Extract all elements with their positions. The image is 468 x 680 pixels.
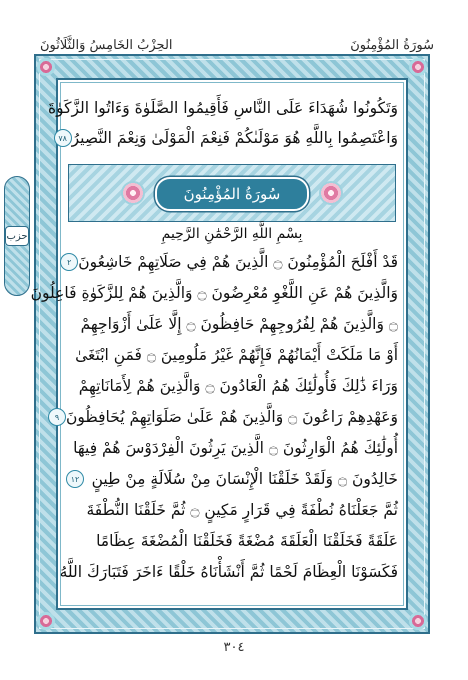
surah-title: سُورَةُ المُؤْمِنُونَ — [155, 177, 309, 211]
line-text: ثُمَّ جَعَلْنَاهُ نُطْفَةً فِي قَرَارٍ مَكِينٍ ۝ ثُمَّ خَلَقْنَا النُّطْفَةَ — [86, 501, 398, 519]
text-line — [30, 281, 398, 305]
hizb-marker-label: حزب — [5, 226, 29, 246]
text-line — [66, 312, 398, 336]
line-text: وَاعْتَصِمُوا بِاللَّهِ هُوَ مَوْلَىٰكُمْ فَنِعْمَ الْمَوْلَىٰ وَنِعْمَ النَّصِيرُ — [71, 129, 398, 147]
line-text: وَتَكُونُوا شُهَدَاءَ عَلَى النَّاسِ فَأَقِيمُوا الصَّلَوٰةَ وَءَاتُوا الزَّكَوٰةَ — [47, 99, 398, 117]
ayah-number-marker: ٢ — [60, 253, 78, 271]
corner-rosette-icon — [37, 58, 55, 76]
line-text: خَالِدُونَ ۝ وَلَقَدْ خَلَقْنَا الْإِنْسَانَ مِنْ سُلَالَةٍ مِنْ طِينٍ — [91, 470, 398, 488]
text-panel — [30, 78, 408, 610]
text-line — [59, 560, 398, 584]
text-line — [66, 250, 398, 274]
text-line — [58, 126, 398, 150]
line-text: فَكَسَوْنَا الْعِظَامَ لَحْمًا ثُمَّ أَنْشَأْنَاهُ خَلْقًا ءَاخَرَ فَتَبَارَكَ اللَّهُ — [59, 563, 398, 581]
corner-rosette-icon — [409, 612, 427, 630]
corner-rosette-icon — [409, 58, 427, 76]
rose-ornament-icon — [121, 181, 145, 205]
page-frame — [30, 54, 430, 634]
line-text: أُولَٰئِكَ هُمُ الْوَارِثُونَ ۝ الَّذِينَ يَرِثُونَ الْفِرْدَوْسَ هُمْ فِيهَا — [73, 439, 398, 457]
text-line — [66, 467, 398, 491]
hizb-marker — [4, 176, 30, 296]
line-text: أَوْ مَا مَلَكَتْ أَيْمَانُهُمْ فَإِنَّهُمْ غَيْرُ مَلُومِينَ ۝ فَمَنِ ابْتَغَىٰ — [75, 346, 398, 364]
line-text: وَرَاءَ ذَٰلِكَ فَأُولَٰئِكَ هُمُ الْعَادُونَ ۝ وَالَّذِينَ هُمْ لِأَمَانَاتِهِمْ — [78, 377, 398, 395]
ayah-number-marker: ٩ — [48, 408, 66, 426]
page-number: ٣٠٤ — [223, 640, 245, 655]
corner-rosette-icon — [37, 612, 55, 630]
line-text: وَعَهْدِهِمْ رَاعُونَ ۝ وَالَّذِينَ هُمْ عَلَىٰ صَلَوَاتِهِمْ يُحَافِظُونَ — [65, 408, 398, 426]
text-line — [66, 343, 398, 367]
text-line — [66, 374, 398, 398]
line-text: وَالَّذِينَ هُمْ عَنِ اللَّغْوِ مُعْرِضُونَ ۝ وَالَّذِينَ هُمْ لِلزَّكَوٰةِ فَاعِلُونَ — [30, 284, 398, 302]
surah-name-header: سُورَةُ المُؤْمِنُونَ — [350, 38, 434, 53]
rose-ornament-icon — [319, 181, 343, 205]
text-line — [66, 529, 398, 553]
ayah-number-marker: ٧٨ — [54, 129, 72, 147]
line-text: عَلَقَةً فَخَلَقْنَا الْعَلَقَةَ مُضْغَةً فَخَلَقْنَا الْمُضْغَةَ عِظَامًا — [96, 532, 398, 550]
surah-title-band — [68, 164, 396, 222]
line-text: ۝ وَالَّذِينَ هُمْ لِفُرُوجِهِمْ حَافِظُونَ ۝ إِلَّا عَلَىٰ أَزْوَاجِهِمْ — [80, 315, 398, 333]
basmala: بِسْمِ اللَّهِ الرَّحْمَٰنِ الرَّحِيمِ — [161, 226, 303, 242]
text-line — [66, 498, 398, 522]
text-line — [54, 405, 398, 429]
text-line — [66, 436, 398, 460]
hizb-name-header: الحِزْبُ الخَامِسُ وَالثَّلَاثُونَ — [40, 38, 173, 53]
text-line — [47, 96, 398, 120]
line-text: قَدْ أَفْلَحَ الْمُؤْمِنُونَ ۝ الَّذِينَ هُمْ فِي صَلَاتِهِمْ خَاشِعُونَ — [78, 253, 398, 271]
ayah-number-marker: ١٢ — [66, 470, 84, 488]
